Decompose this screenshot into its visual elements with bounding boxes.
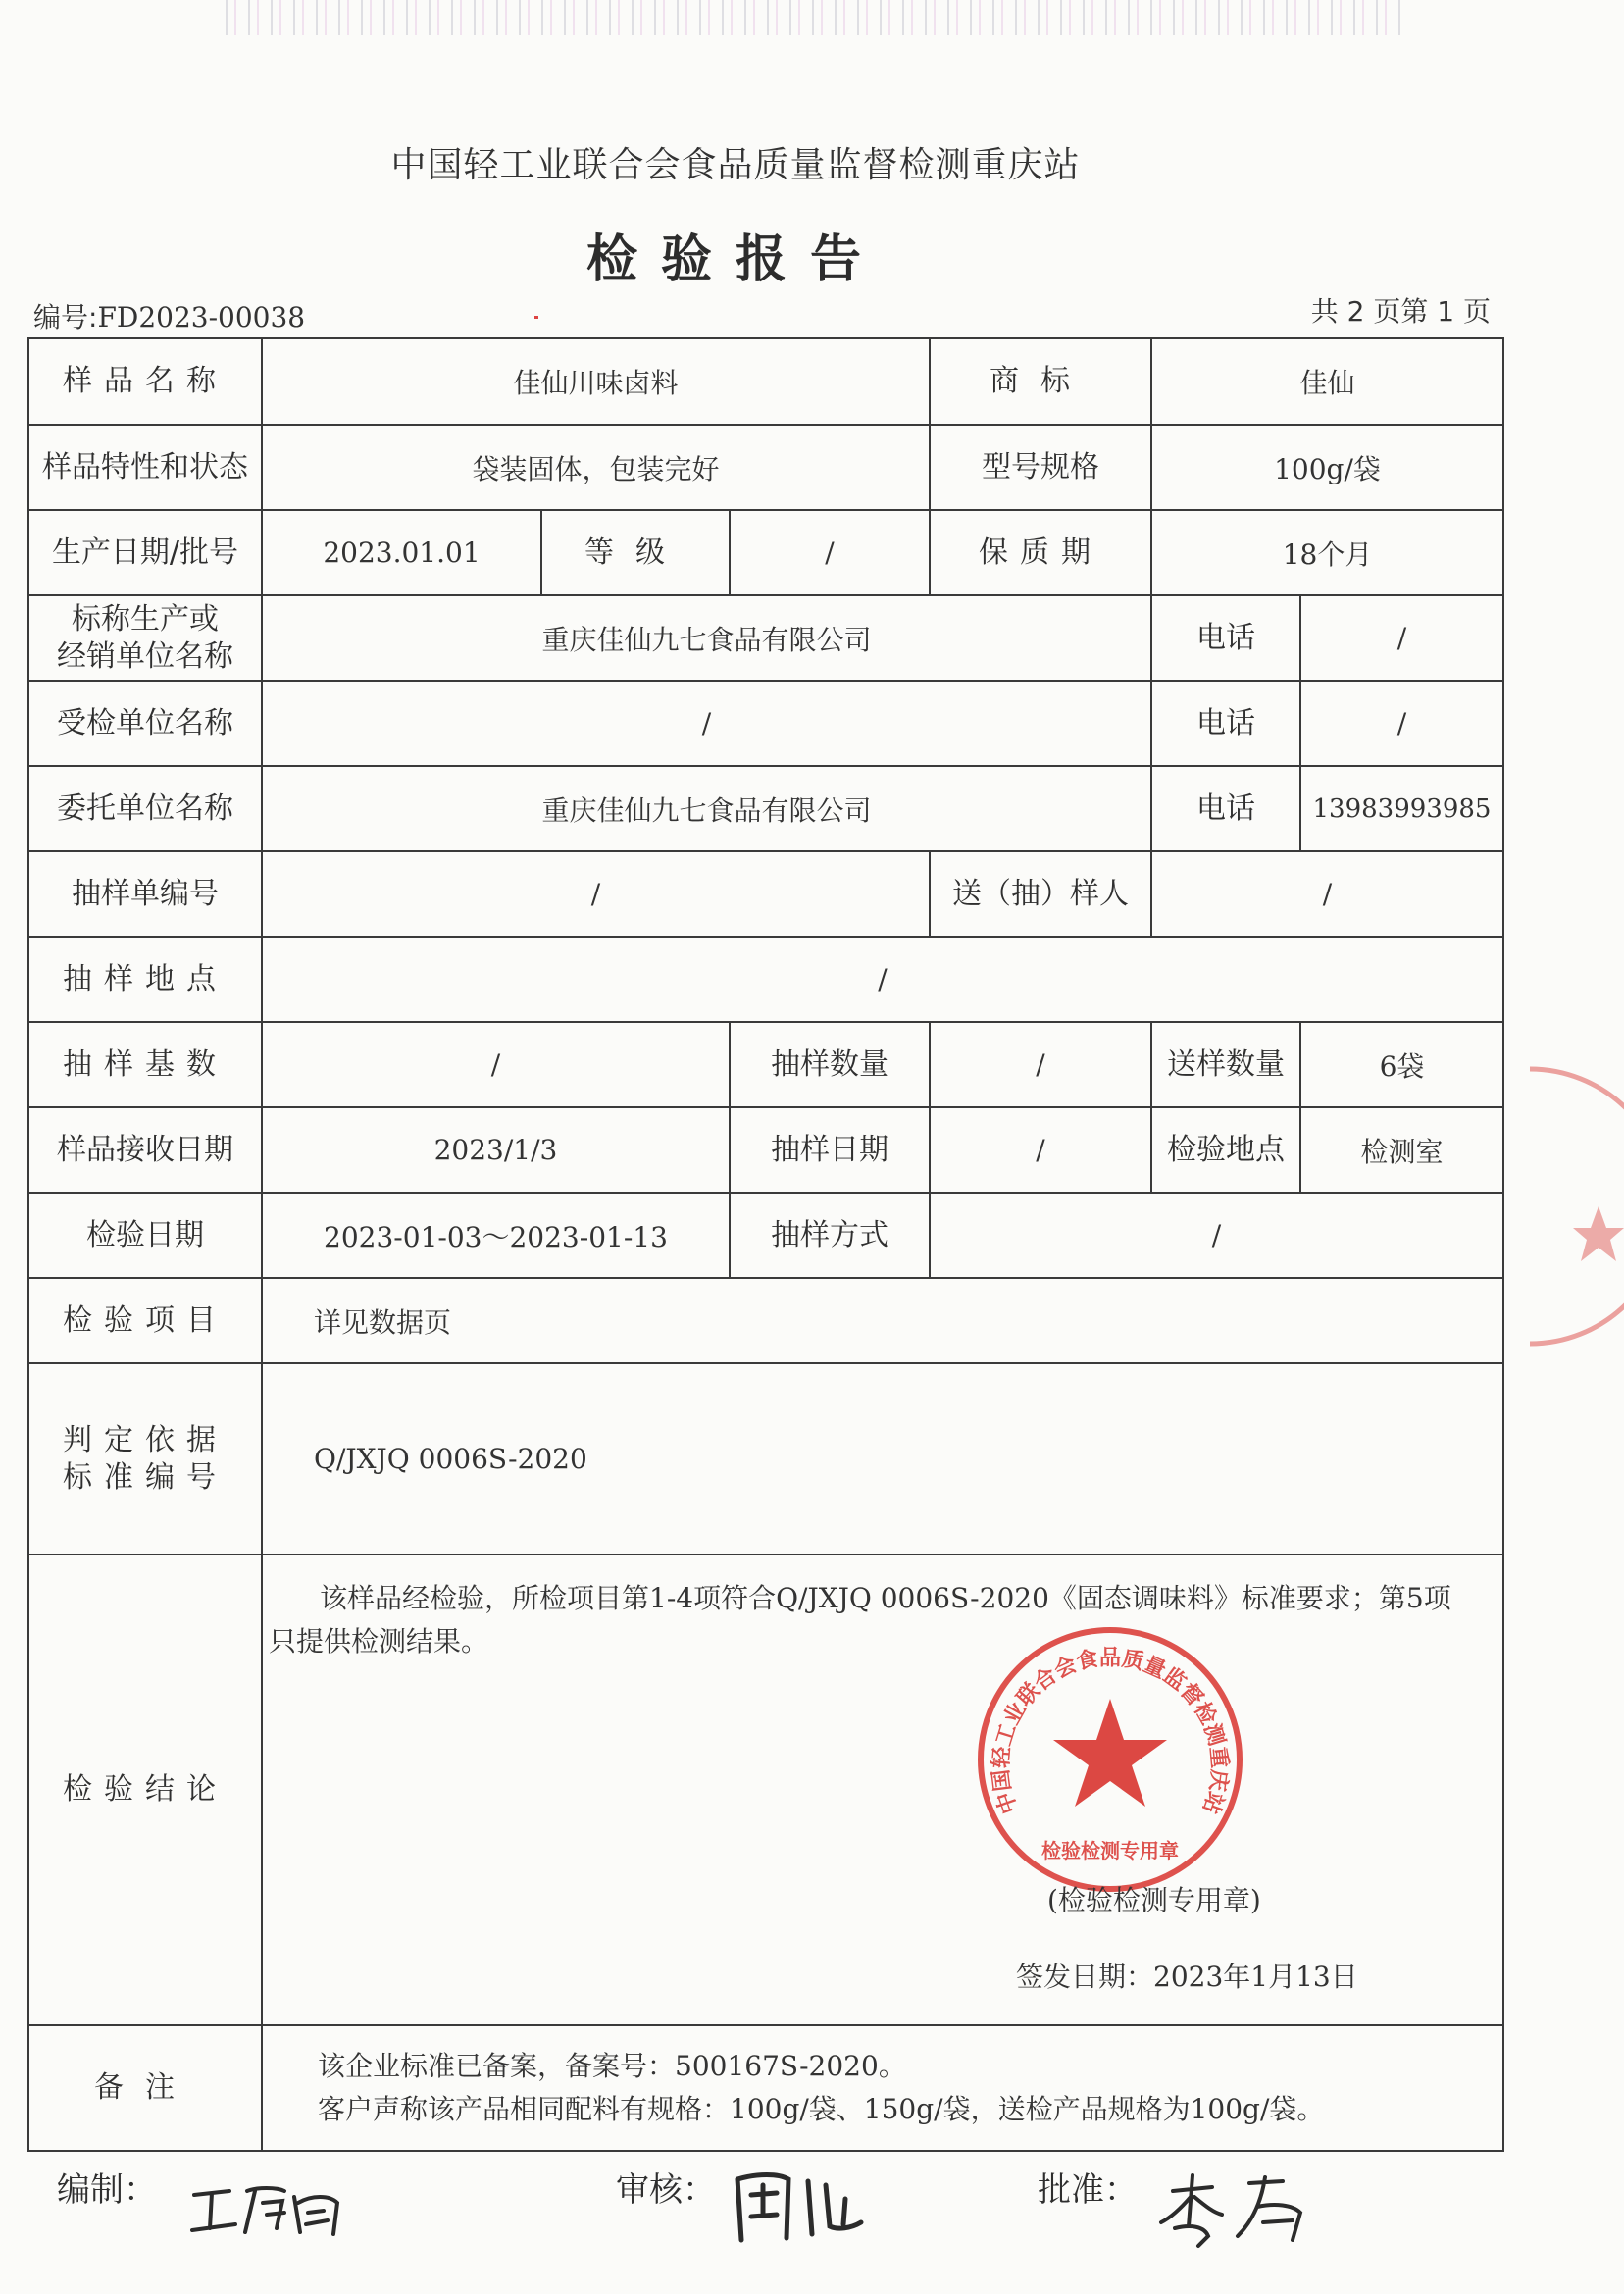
field-label: 检验项目 [28,1278,262,1363]
seal-ring-text: 中国轻工业联合会食品质量监督检测重庆站 [989,1646,1232,1817]
field-label: 保质期 [930,510,1151,595]
sample-state-value: 袋装固体，包装完好 [262,425,930,510]
field-label: 检验结论 [28,1555,262,2025]
organization-name: 中国轻工业联合会食品质量监督检测重庆站 [390,145,1081,185]
table-row [28,425,1503,510]
table-row [28,681,1503,766]
field-label: 检验日期 [28,1193,262,1278]
field-label: 检验地点 [1151,1107,1300,1193]
table-row [28,766,1503,851]
sampling-qty-value: / [930,1022,1151,1107]
table-row [28,595,1503,681]
test-items-value: 详见数据页 [262,1278,1503,1363]
conclusion-text: 该样品经检验，所检项目第1-4项符合Q/JXJQ 0006S-2020《固态调味料》标准要求；第5项只提供检测结果。 [269,1582,1451,1657]
reviewed-by-label: 审核： [616,2170,716,2210]
field-label: 标称生产或 经销单位名称 [28,595,262,681]
remarks-line-1: 该企业标准已备案，备案号：500167S-2020。 [318,2050,906,2082]
table-row [28,851,1503,937]
inspected-unit-phone: / [1300,681,1503,766]
table-row [28,1363,1503,1555]
manufacturer-value: 重庆佳仙九七食品有限公司 [262,595,1151,681]
standard-value: Q/JXJQ 0006S-2020 [262,1363,1503,1555]
report-number-label: 编号: [33,301,98,333]
ink-mark [534,316,538,319]
sampler-value: / [1151,851,1503,937]
field-label: 判定依据 标准编号 [28,1363,262,1555]
sampling-method-value: / [930,1193,1503,1278]
field-label: 样品名称 [28,338,262,425]
table-row [28,1022,1503,1107]
field-label: 抽样基数 [28,1022,262,1107]
inspected-unit-value: / [262,681,1151,766]
sampling-location-value: / [262,937,1503,1022]
production-date-value: 2023.01.01 [262,510,541,595]
sent-qty-value: 6袋 [1300,1022,1503,1107]
field-label: 电话 [1151,681,1300,766]
scan-artifact [226,0,1402,35]
seal-bottom-text: 检验检测专用章 [1041,1839,1179,1862]
field-label: 样品接收日期 [28,1107,262,1193]
issue-date: 签发日期：2023年1月13日 [1016,1961,1358,1993]
field-label: 生产日期/批号 [28,510,262,595]
field-label: 抽样日期 [730,1107,930,1193]
field-label: 抽样数量 [730,1022,930,1107]
client-unit-value: 重庆佳仙九七食品有限公司 [262,766,1151,851]
table-row [28,510,1503,595]
seal-caption: (检验检测专用章) [1047,1884,1261,1916]
client-unit-phone: 13983993985 [1300,766,1503,851]
signature-compiler-icon [186,2173,363,2242]
field-label: 备注 [28,2025,262,2151]
field-label: 电话 [1151,595,1300,681]
report-number-value: FD2023-00038 [97,301,306,333]
table-row [28,338,1503,425]
signature-reviewer-icon [728,2166,875,2248]
field-label: 商标 [930,338,1151,425]
table-row [28,1278,1503,1363]
table-row [28,1107,1503,1193]
test-date-value: 2023-01-03～2023-01-13 [262,1193,730,1278]
field-label: 抽样单编号 [28,851,262,937]
approved-by-label: 批准： [1038,2170,1138,2210]
model-spec-value: 100g/袋 [1151,425,1503,510]
page-info: 共 2 页第 1 页 [1310,295,1491,328]
field-label: 抽样方式 [730,1193,930,1278]
field-label: 等级 [541,510,730,595]
table-row [28,1555,1503,2025]
field-label: 电话 [1151,766,1300,851]
remarks-value [262,2025,1503,2151]
conclusion-cell [262,1555,1503,2025]
field-label: 送（抽）样人 [930,851,1151,937]
receipt-date-value: 2023/1/3 [262,1107,730,1193]
report-title: 检验报告 [585,230,885,289]
trademark-value: 佳仙 [1151,338,1503,425]
sampling-base-value: / [262,1022,730,1107]
signature-approver-icon [1155,2167,1322,2250]
remarks-line-2: 客户声称该产品相同配料有规格：100g/袋、150g/袋，送检产品规格为100g/袋。 [318,2093,1325,2125]
sample-name-value: 佳仙川味卤料 [262,338,930,425]
field-label: 委托单位名称 [28,766,262,851]
sampling-no-value: / [262,851,930,937]
manufacturer-phone: / [1300,595,1503,681]
table-row [28,937,1503,1022]
field-label: 型号规格 [930,425,1151,510]
compiled-by-label: 编制： [57,2170,157,2210]
official-seal-icon [975,1624,1245,1895]
field-label: 抽样地点 [28,937,262,1022]
test-location-value: 检测室 [1300,1107,1503,1193]
report-table [27,337,1504,2152]
field-label: 送样数量 [1151,1022,1300,1107]
table-row [28,2025,1503,2151]
sampling-date-value: / [930,1107,1151,1193]
shelf-life-value: 18个月 [1151,510,1503,595]
field-label: 受检单位名称 [28,681,262,766]
field-label: 样品特性和状态 [28,425,262,510]
report-number [33,296,305,335]
table-row [28,1193,1503,1278]
grade-value: / [730,510,930,595]
partial-seal-icon [1491,1059,1624,1393]
